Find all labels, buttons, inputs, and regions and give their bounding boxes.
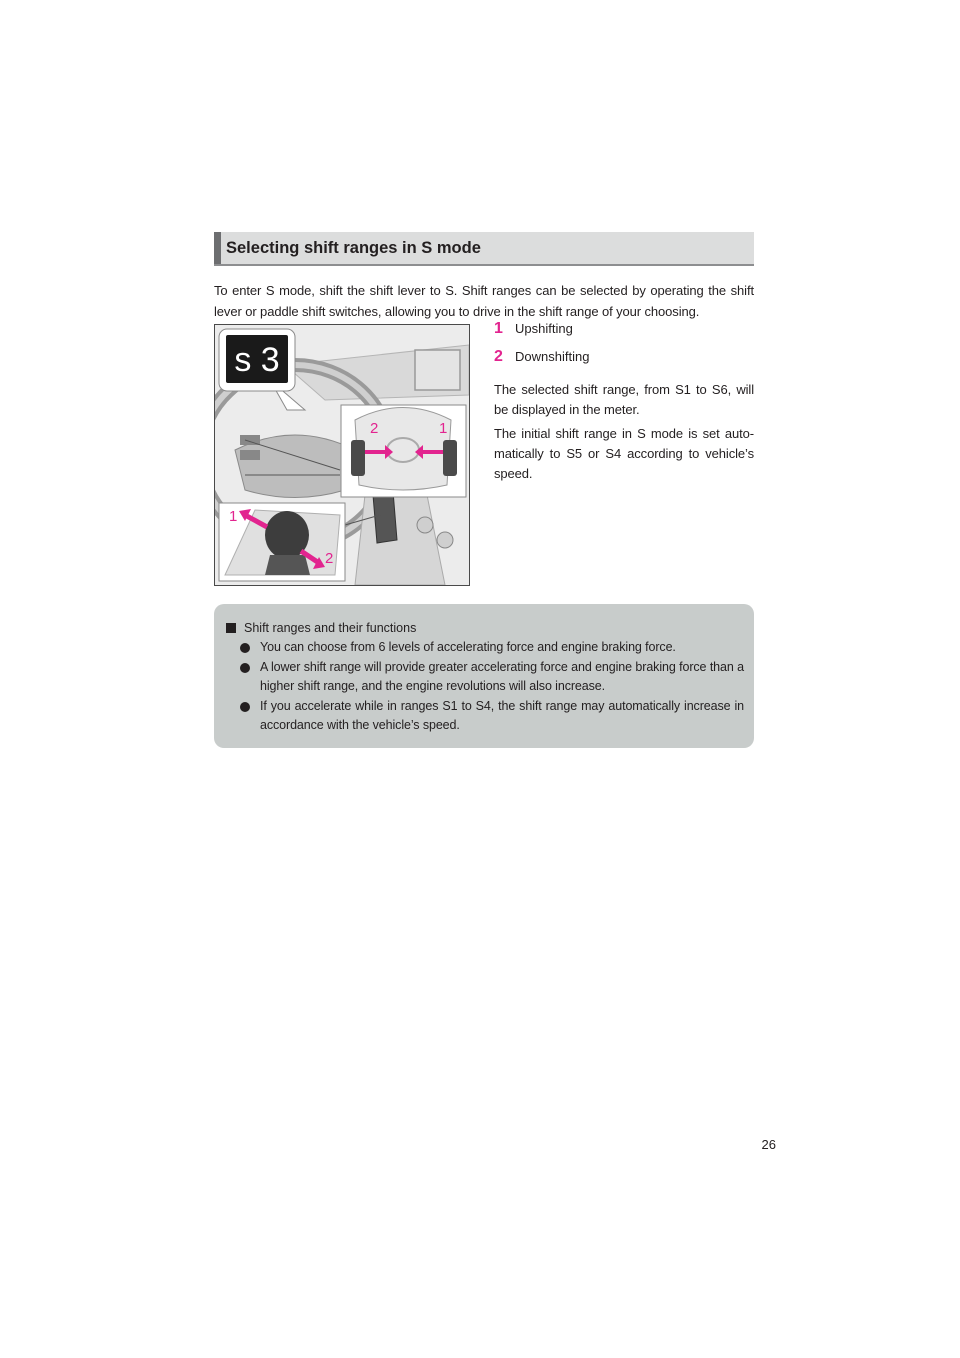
step-2-label: Downshifting — [515, 349, 590, 364]
paddle-callout-2: 2 — [370, 420, 379, 437]
note-bullet-item — [226, 658, 744, 697]
initial-range-paragraph: The initial shift range in S mode is set auto-matically to S5 or S4 according to vehicle’s speed. — [494, 426, 754, 481]
lever-callout-2: 2 — [325, 550, 334, 567]
intro-paragraph: To enter S mode, shift the shift lever to S. Shift ranges can be selected by operating the shift lever or paddle shift switches, allowing you to drive in the shift range of your choosing. — [214, 283, 754, 319]
note-heading — [226, 618, 744, 638]
note-bullet-item — [226, 697, 744, 736]
bullet-dot-icon — [240, 663, 250, 673]
note-bullet-text: You can choose from 6 levels of accelerating force and engine braking force. — [260, 640, 676, 654]
section-title: Selecting shift ranges in S mode — [226, 239, 481, 257]
shift-illustration-svg — [215, 325, 469, 585]
section-header — [214, 232, 754, 266]
note-bullet-item — [226, 638, 744, 658]
note-bullet-list — [226, 638, 744, 736]
step-2 — [494, 348, 754, 376]
square-bullet-icon — [226, 623, 236, 633]
step-column — [494, 320, 754, 484]
step-1-label: Upshifting — [515, 321, 573, 336]
step-2-number: 2 — [494, 348, 503, 365]
page-number: 26 — [761, 1137, 776, 1152]
display-paragraph: The selected shift range, from S1 to S6, will be displayed in the meter. — [494, 382, 754, 417]
note-box — [214, 604, 754, 748]
note-bullet-text: If you accelerate while in ranges S1 to S4, the shift range may automatically increase in accordance with the vehicle’s speed. — [260, 698, 744, 732]
section-header-bar — [214, 232, 221, 264]
lever-callout-1: 1 — [229, 508, 238, 525]
bullet-dot-icon — [240, 643, 250, 653]
note-heading-text: Shift ranges and their functions — [244, 621, 417, 635]
step-1 — [494, 320, 754, 348]
note-bullet-text: A lower shift range will provide greater accelerating force and engine braking force than a higher shift range, and the engine revolutions will also increase. — [260, 659, 744, 693]
bullet-dot-icon — [240, 702, 250, 712]
step-1-number: 1 — [494, 320, 503, 337]
shift-illustration — [214, 324, 470, 586]
paddle-callout-1: 1 — [439, 420, 448, 437]
meter-display-text: s 3 — [234, 341, 280, 379]
